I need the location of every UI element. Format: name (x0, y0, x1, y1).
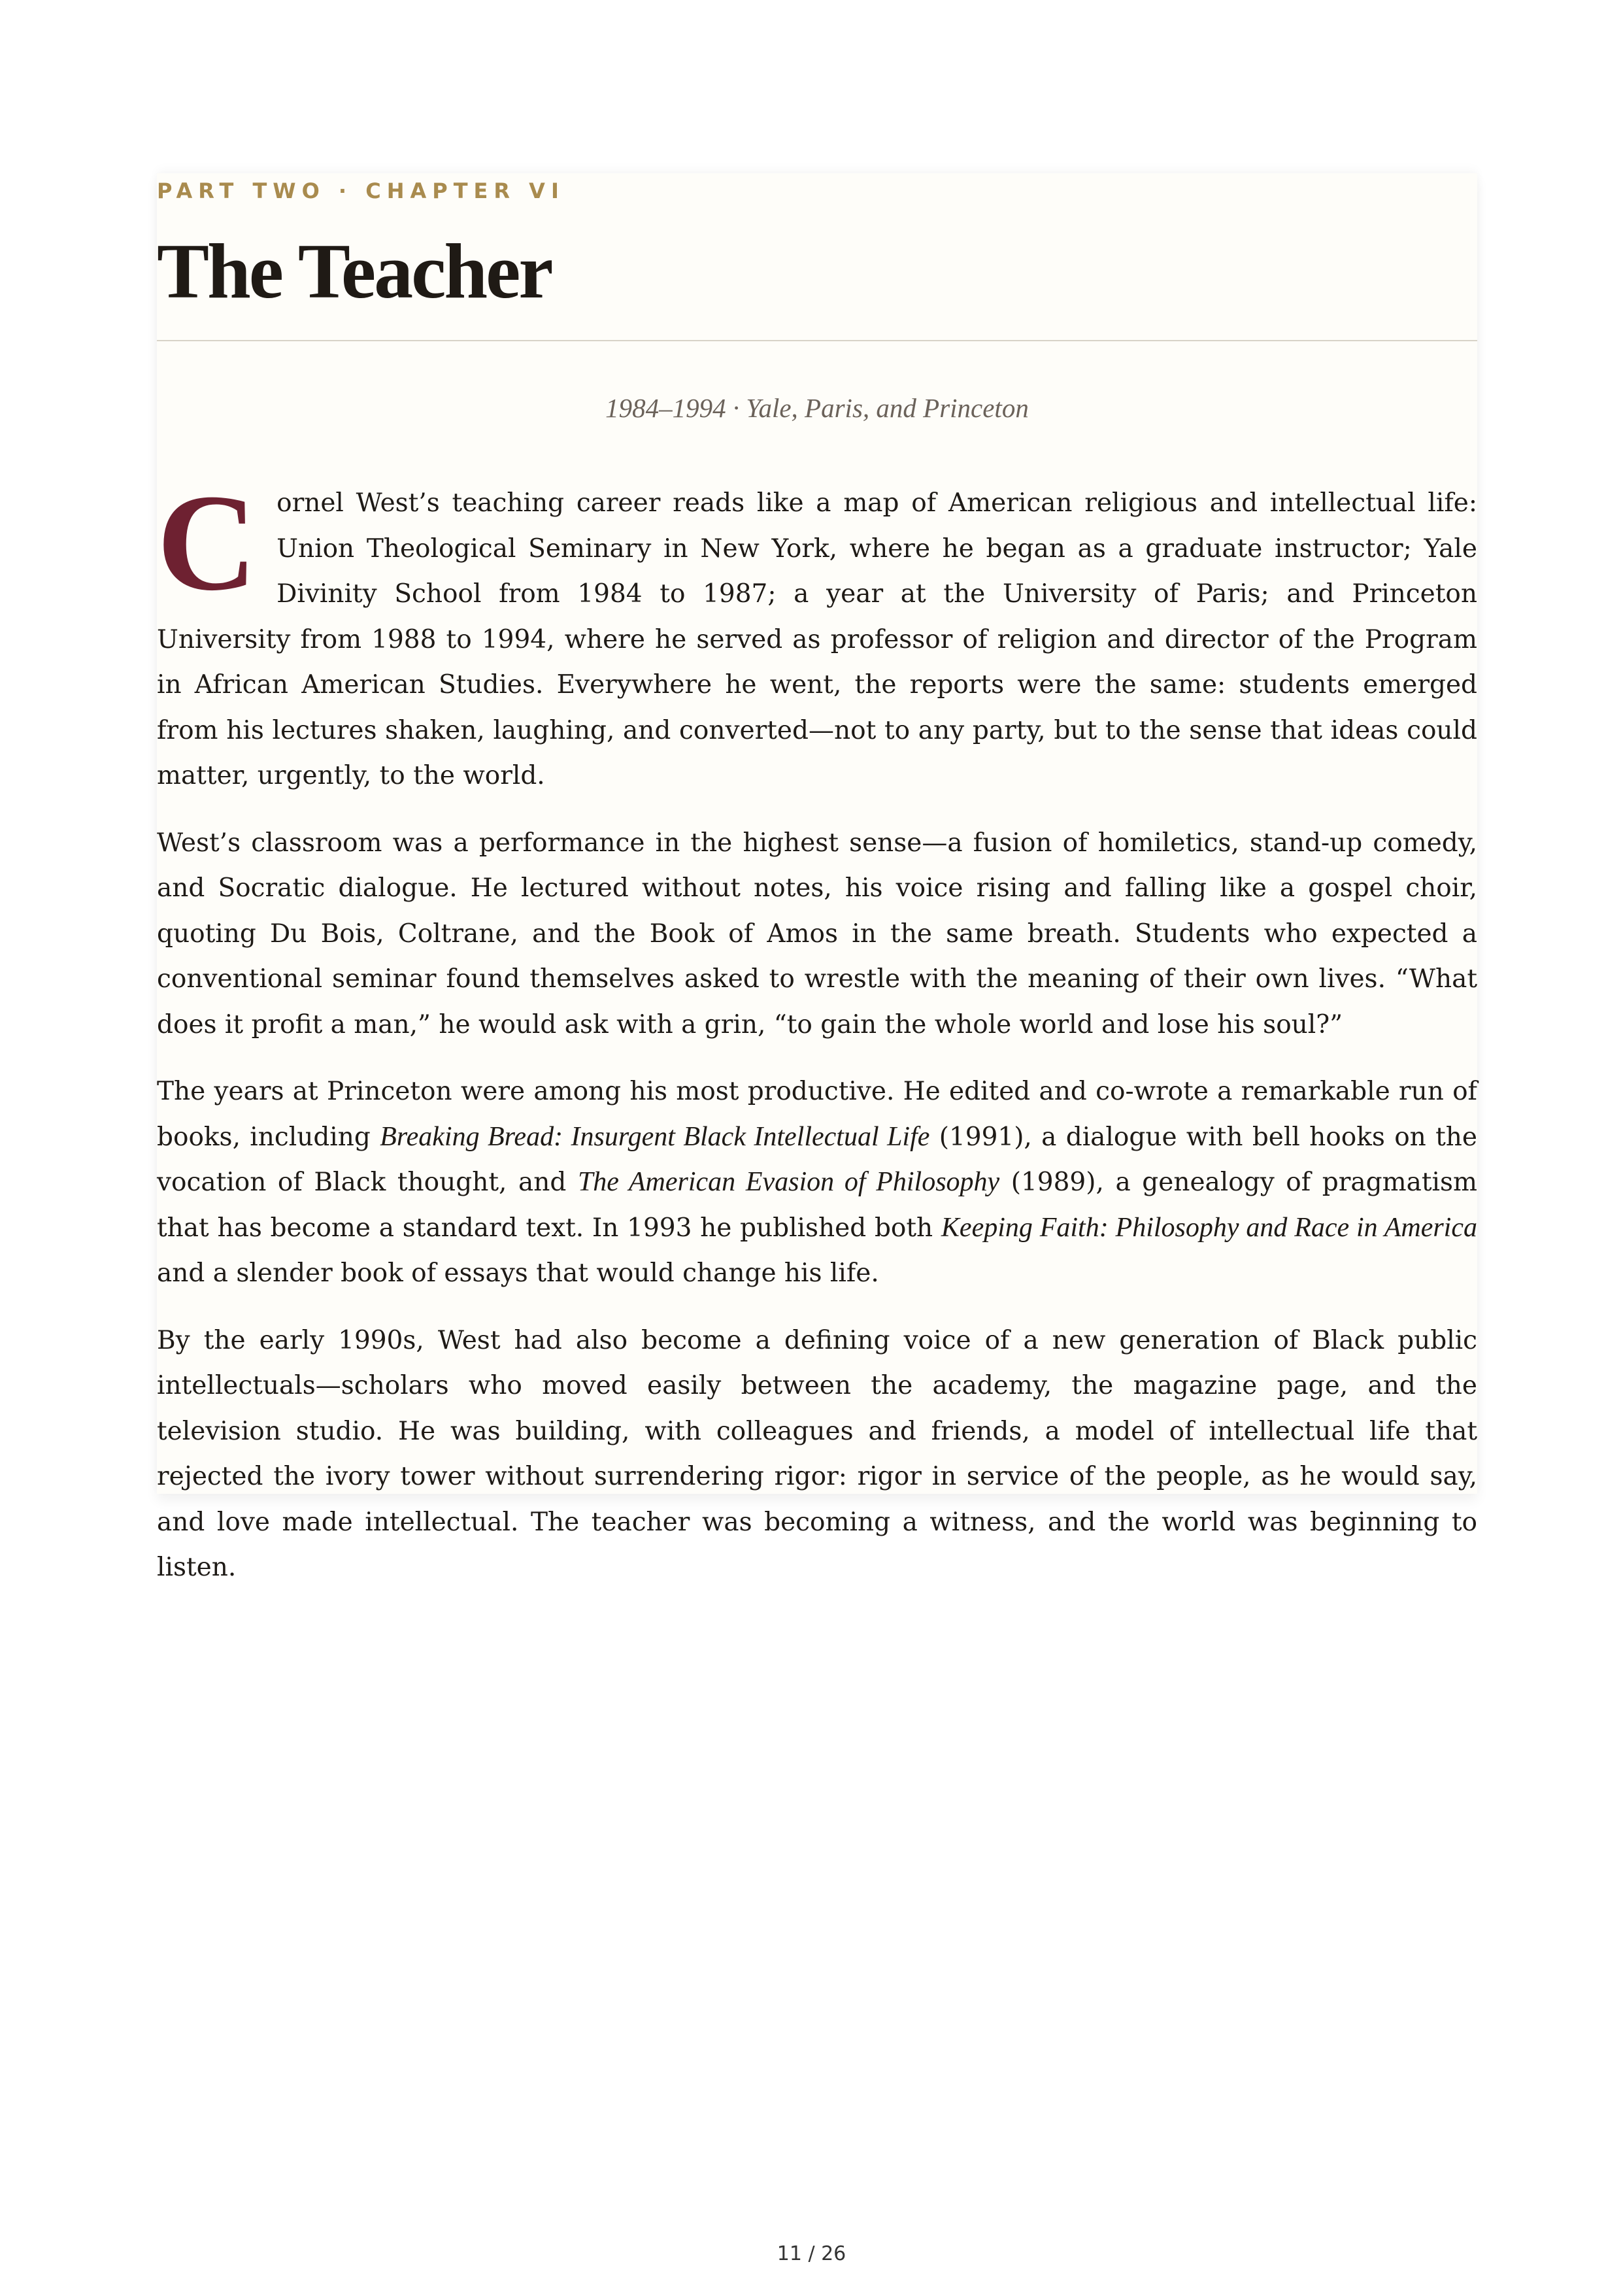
paragraph-3 (157, 1069, 1477, 1296)
paragraph-2: West’s classroom was a performance in the highest sense—a fusion of homiletics, stand-up comedy, and Socratic dialogue. He lectured without notes, his voice rising and falling like a gospel choir, quoting Du Bois, Coltrane, and the Book of Amos in the same breath. Students who expected a conventional seminar found themselves asked to wrestle with the meaning of their own lives. “What does it profit a man,” he would ask with a grin, “to gain the whole world and lose his soul?” (157, 828, 1477, 1039)
drop-cap: C (157, 465, 258, 619)
book-title-keeping-faith: Keeping Faith: Philosophy and Race in America (941, 1212, 1477, 1243)
page-number: 11 / 26 (777, 2242, 846, 2265)
chapter-title: The Teacher (157, 228, 552, 314)
paragraph-3-text-2: (1991), a dialogue with bell hooks on the vocation of Black thought, and (157, 1122, 1477, 1197)
chapter-subtitle: 1984–1994 · Yale, Paris, and Princeton (605, 393, 1029, 423)
chapter-card (157, 173, 1478, 1582)
paragraph-3-text-4: and a slender book of essays that would change his life. (157, 1258, 879, 1288)
paragraph-3-text-3: (1989), a genealogy of pragmatism that has become a standard text. In 1993 he published both (157, 1168, 1478, 1243)
book-title-american-evasion: The American Evasion of Philosophy (577, 1167, 1000, 1197)
paragraph-3-text-1: The years at Princeton were among his most productive. He edited and co-wrote a remarkable run of books, including (157, 1077, 1477, 1152)
paragraph-1 (157, 465, 1477, 799)
chapter-body (157, 465, 1478, 1591)
book-title-breaking-bread: Breaking Bread: Insurgent Black Intellectual Life (380, 1121, 930, 1152)
chapter-kicker: PART TWO · CHAPTER VI (157, 178, 565, 203)
paragraph-4: By the early 1990s, West had also become a defining voice of a new generation of Black public intellectuals—scholars who moved easily between the academy, the magazine page, and the television studio. He was building, with colleagues and friends, a model of intellectual life that rejected the ivory tower without surrendering rigor: rigor in service of the people, as he would say, and love made intellectual. The teacher was becoming a witness, and the world was beginning to listen. (157, 1325, 1477, 1582)
title-divider (157, 340, 1477, 341)
paragraph-1-text: ornel West’s teaching career reads like a map of American religious and intellectual life: Union Theological Seminary in New York, where he began as a graduate instructor; Yale Divinity School from 1984 to 1987; a year at the University of Paris; and Princeton University from 1988 to 1994, where he served as professor of religion and director of the Program in African American Studies. Everywhere he went, the reports were the same: students emerged from his lectures shaken, laughing, and converted—not to any party, but to the sense that ideas could matter, urgently, to the world. (157, 488, 1477, 790)
